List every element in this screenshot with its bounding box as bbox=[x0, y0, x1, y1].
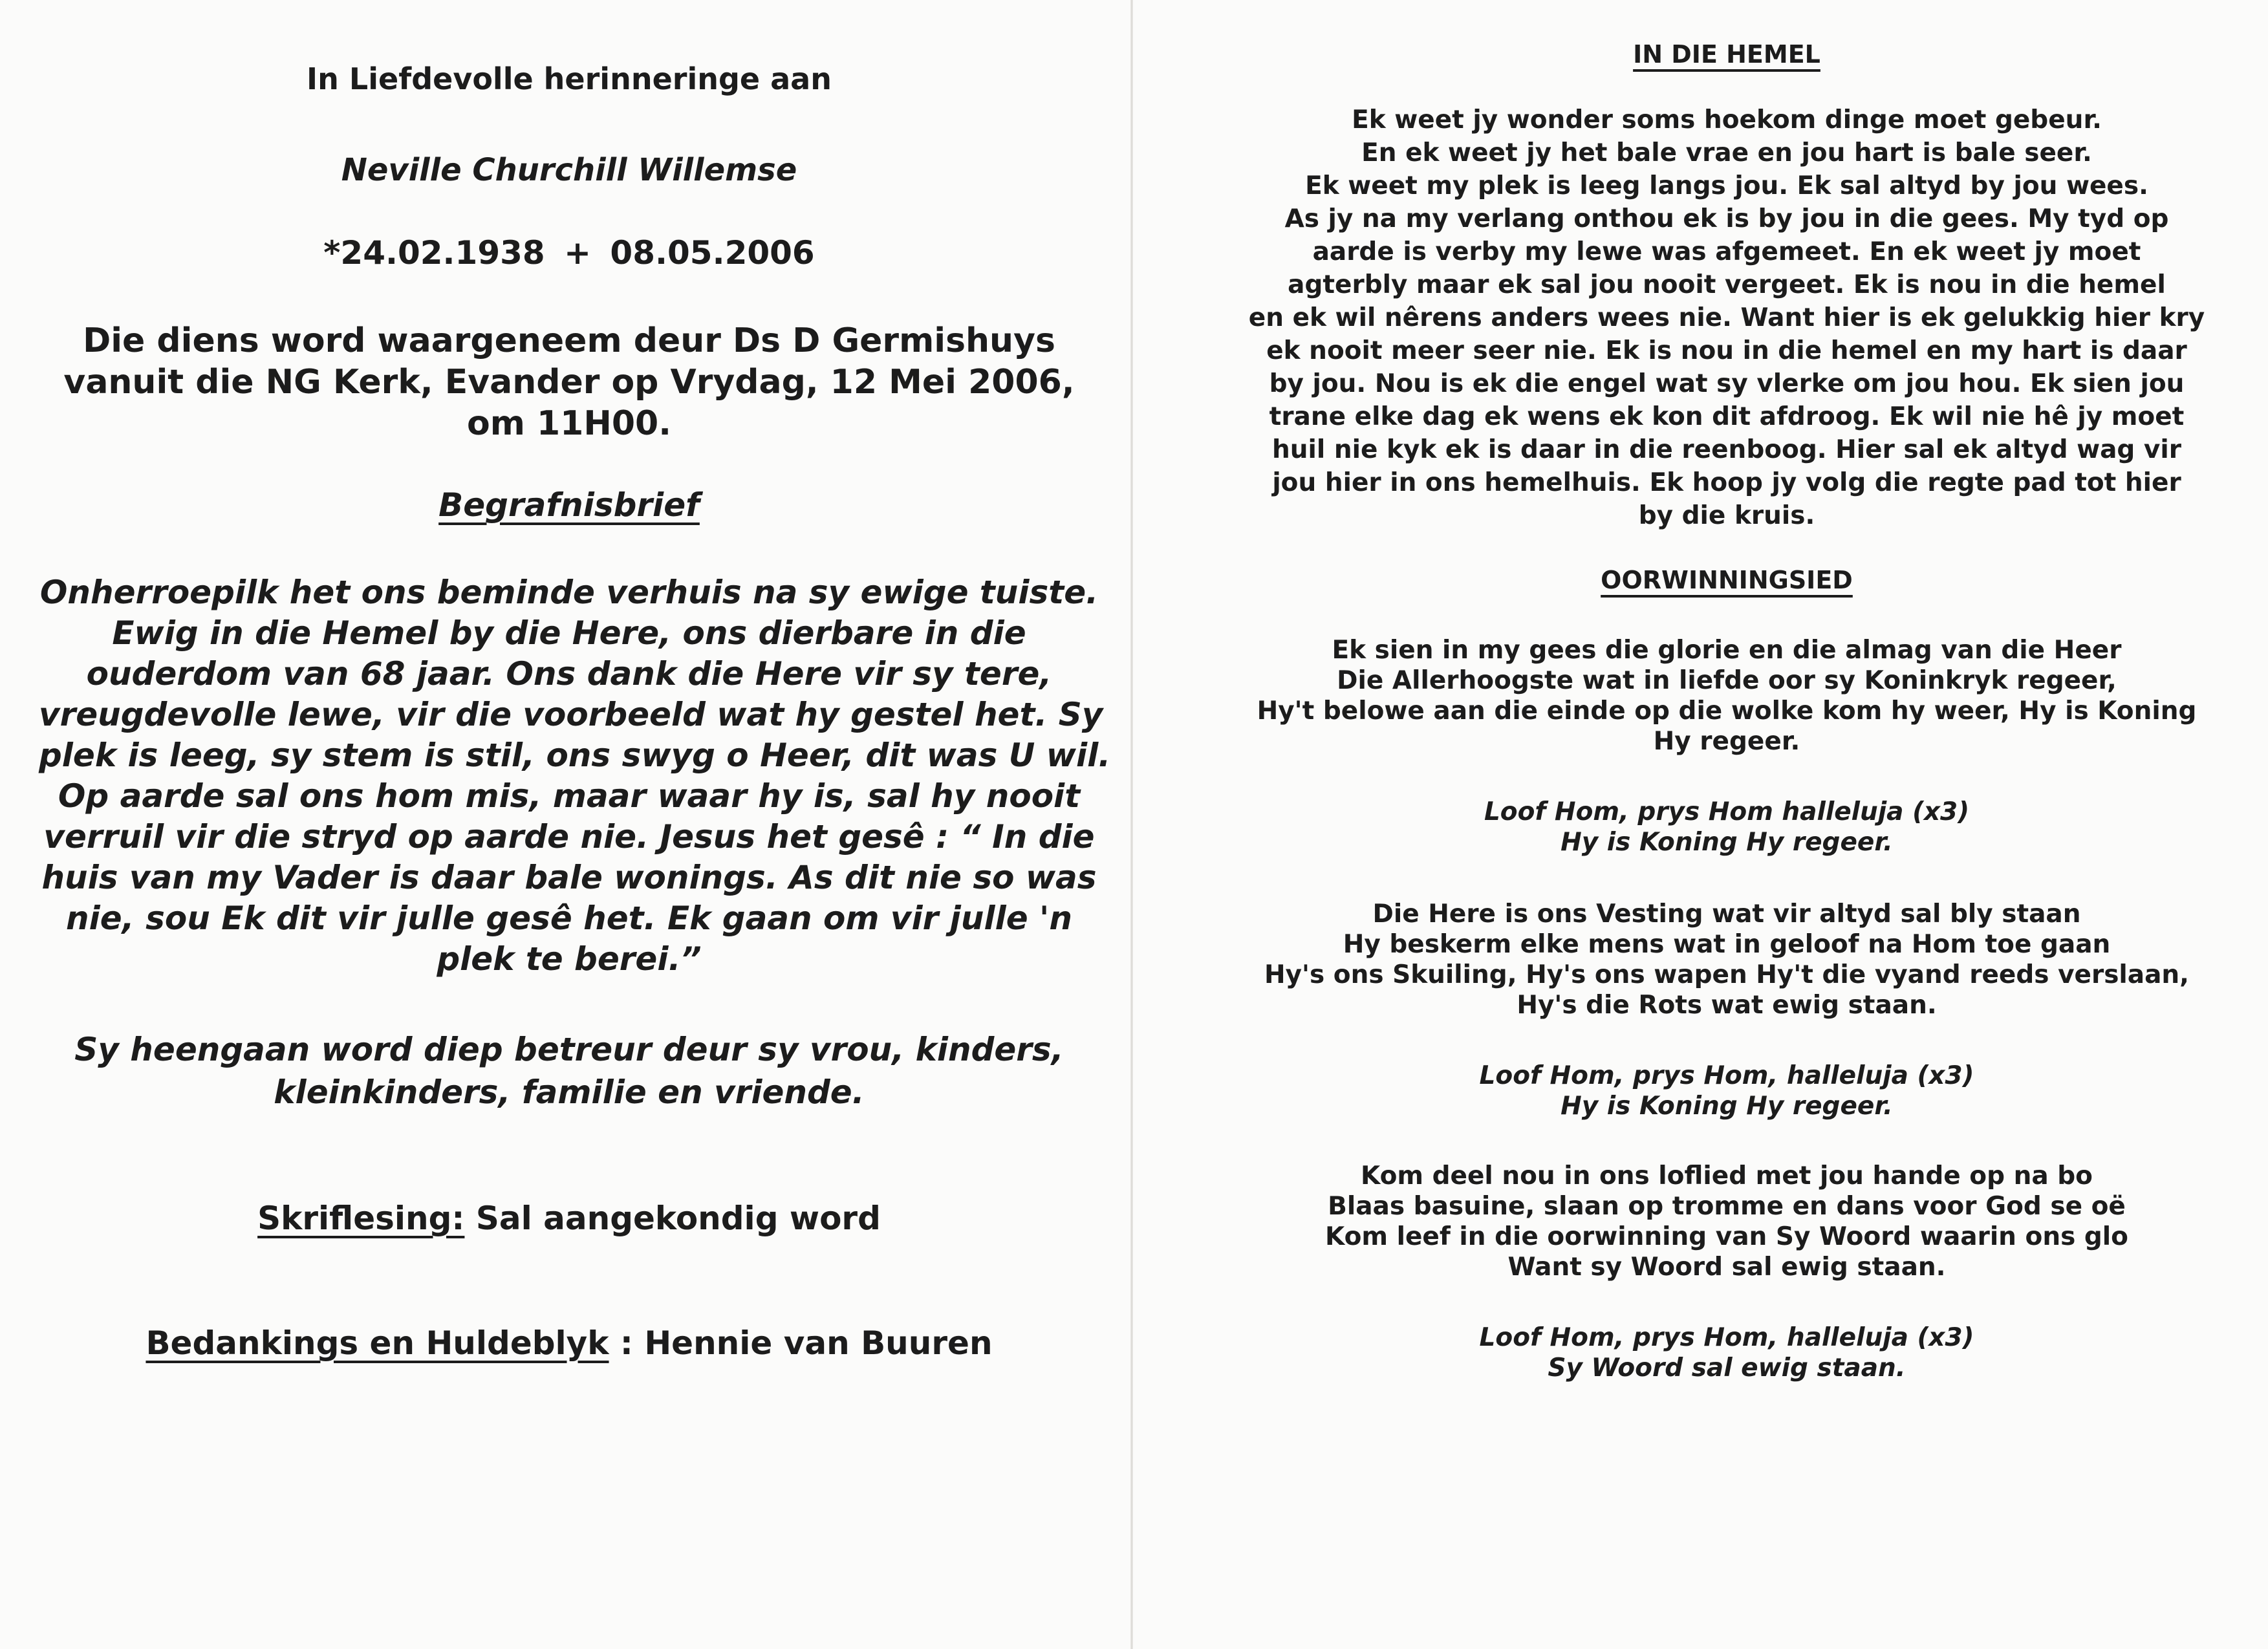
verse-line: Kom deel nou in ons loflied met jou hande op na bo bbox=[1361, 1161, 2093, 1191]
service-line: vanuit die NG Kerk, Evander op Vrydag, 12 Mei 2006, bbox=[63, 363, 1075, 402]
song-chorus-1 bbox=[1229, 797, 2225, 857]
service-line: om 11H00. bbox=[466, 404, 671, 443]
verse-line: Die Here is ons Vesting wat vir altyd sal bly staan bbox=[1372, 900, 2081, 929]
song-verse-1 bbox=[1229, 635, 2225, 757]
verse-line: Hy beskerm elke mens wat in geloof na Hom toe gaan bbox=[1343, 930, 2111, 959]
letter-line: Onherroepilk het ons beminde verhuis na sy ewige tuiste. bbox=[39, 574, 1099, 611]
song-chorus-3 bbox=[1229, 1322, 2225, 1383]
verse-line: Ek sien in my gees die glorie en die almag van die Heer bbox=[1332, 636, 2122, 665]
thanks-value: : Hennie van Buuren bbox=[609, 1324, 993, 1362]
mourners-text bbox=[39, 1028, 1099, 1114]
chorus-line: Hy is Koning Hy regeer. bbox=[1561, 828, 1893, 857]
song-title: OORWINNINGSIED bbox=[1601, 566, 1853, 594]
verse-line: Want sy Woord sal ewig staan. bbox=[1507, 1253, 1946, 1282]
song-heading bbox=[1229, 566, 2225, 594]
song-verse-3 bbox=[1229, 1161, 2225, 1282]
chorus-line: Loof Hom, prys Hom halleluja (x3) bbox=[1484, 797, 1970, 826]
poem-heading bbox=[1229, 40, 2225, 69]
verse-line: Hy's die Rots wat ewig staan. bbox=[1517, 991, 1937, 1020]
thanks-tribute bbox=[39, 1324, 1099, 1362]
poem-line: by jou. Nou is ek die engel wat sy vlerke om jou hou. Ek sien jou bbox=[1269, 369, 2185, 398]
letter-line: plek is leeg, sy stem is stil, ons swyg o Heer, dit was U wil. bbox=[39, 737, 1111, 774]
letter-line: ouderdom van 68 jaar. Ons dank die Here vir sy tere, bbox=[86, 655, 1052, 693]
chorus-line: Sy Woord sal ewig staan. bbox=[1548, 1353, 1906, 1383]
poem-body bbox=[1229, 103, 2225, 532]
poem-line: en ek wil nêrens anders wees nie. Want hier is ek gelukkig hier kry bbox=[1248, 303, 2205, 332]
poem-line: jou hier in ons hemelhuis. Ek hoop jy volg die regte pad tot hier bbox=[1272, 468, 2181, 497]
letter-line: huis van my Vader is daar bale wonings. As dit nie so was bbox=[41, 859, 1097, 896]
thanks-label: Bedankings en Huldeblyk bbox=[146, 1324, 609, 1362]
poem-line: by die kruis. bbox=[1638, 501, 1815, 530]
mourn-line: Sy heengaan word diep betreur deur sy vrou, kinders, bbox=[74, 1031, 1064, 1068]
right-page bbox=[1229, 0, 2225, 1649]
letter-title: Begrafnisbrief bbox=[438, 486, 700, 524]
poem-line: agterbly maar ek sal jou nooit vergeet. Ek is nou in die hemel bbox=[1288, 270, 2166, 299]
verse-line: Hy regeer. bbox=[1653, 727, 1800, 756]
letter-line: verruil vir die stryd op aarde nie. Jesus het gesê : “ In die bbox=[43, 818, 1095, 856]
poem-title: IN DIE HEMEL bbox=[1633, 40, 1820, 69]
song-verse-2 bbox=[1229, 899, 2225, 1020]
poem-line: Ek weet jy wonder soms hoekom dinge moet gebeur. bbox=[1352, 105, 2102, 135]
verse-line: Die Allerhoogste wat in liefde oor sy Koninkryk regeer, bbox=[1337, 666, 2117, 695]
chorus-line: Hy is Koning Hy regeer. bbox=[1561, 1092, 1893, 1121]
poem-line: huil nie kyk ek is daar in die reenboog. Hier sal ek altyd wag vir bbox=[1272, 435, 2181, 464]
center-fold bbox=[1130, 0, 1133, 1649]
poem-line: As jy na my verlang onthou ek is by jou in die gees. My tyd op bbox=[1284, 204, 2169, 233]
verse-line: Kom leef in die oorwinning van Sy Woord waarin ons glo bbox=[1325, 1222, 2128, 1251]
reading-label: Skriflesing: bbox=[257, 1200, 465, 1237]
poem-line: ek nooit meer seer nie. Ek is nou in die hemel en my hart is daar bbox=[1266, 336, 2187, 365]
letter-line: Op aarde sal ons hom mis, maar waar hy is, sal hy nooit bbox=[58, 777, 1081, 815]
funeral-letter bbox=[39, 572, 1111, 980]
scripture-reading bbox=[39, 1200, 1099, 1237]
poem-line: aarde is verby my lewe was afgemeet. En ek weet jy moet bbox=[1312, 237, 2141, 266]
left-page bbox=[39, 0, 1111, 1649]
letter-line: Ewig in die Hemel by die Here, ons dierbare in die bbox=[112, 614, 1026, 652]
verse-line: Hy's ons Skuiling, Hy's ons wapen Hy't die vyand reeds verslaan, bbox=[1264, 960, 2189, 989]
poem-line: En ek weet jy het bale vrae en jou hart is bale seer. bbox=[1361, 138, 2092, 167]
poem-line: trane elke dag ek wens ek kon dit afdroog. Ek wil nie hê jy moet bbox=[1269, 402, 2185, 431]
letter-line: vreugdevolle lewe, vir die voorbeeld wat hy gestel het. Sy bbox=[39, 696, 1103, 733]
service-line: Die diens word waargeneem deur Ds D Germishuys bbox=[83, 321, 1055, 360]
birth-death-dates: *24.02.1938 + 08.05.2006 bbox=[323, 234, 815, 272]
verse-line: Hy't belowe aan die einde op die wolke kom hy weer, Hy is Koning bbox=[1257, 696, 2197, 726]
verse-line: Blaas basuine, slaan op tromme en dans voor God se oë bbox=[1328, 1192, 2126, 1221]
intro-line: In Liefdevolle herinneringe aan bbox=[307, 61, 832, 96]
poem-line: Ek weet my plek is leeg langs jou. Ek sal altyd by jou wees. bbox=[1305, 171, 2148, 200]
chorus-line: Loof Hom, prys Hom, halleluja (x3) bbox=[1479, 1061, 1974, 1090]
service-details bbox=[39, 320, 1099, 444]
mourn-line: kleinkinders, familie en vriende. bbox=[274, 1073, 865, 1111]
song-chorus-2 bbox=[1229, 1061, 2225, 1121]
chorus-line: Loof Hom, prys Hom, halleluja (x3) bbox=[1479, 1323, 1974, 1352]
reading-value: Sal aangekondig word bbox=[464, 1200, 881, 1237]
letter-line: nie, sou Ek dit vir julle gesê het. Ek gaan om vir julle 'n bbox=[66, 900, 1072, 937]
letter-line: plek te berei.” bbox=[437, 940, 702, 978]
letter-heading bbox=[39, 486, 1099, 524]
deceased-name: Neville Churchill Willemse bbox=[341, 152, 797, 188]
